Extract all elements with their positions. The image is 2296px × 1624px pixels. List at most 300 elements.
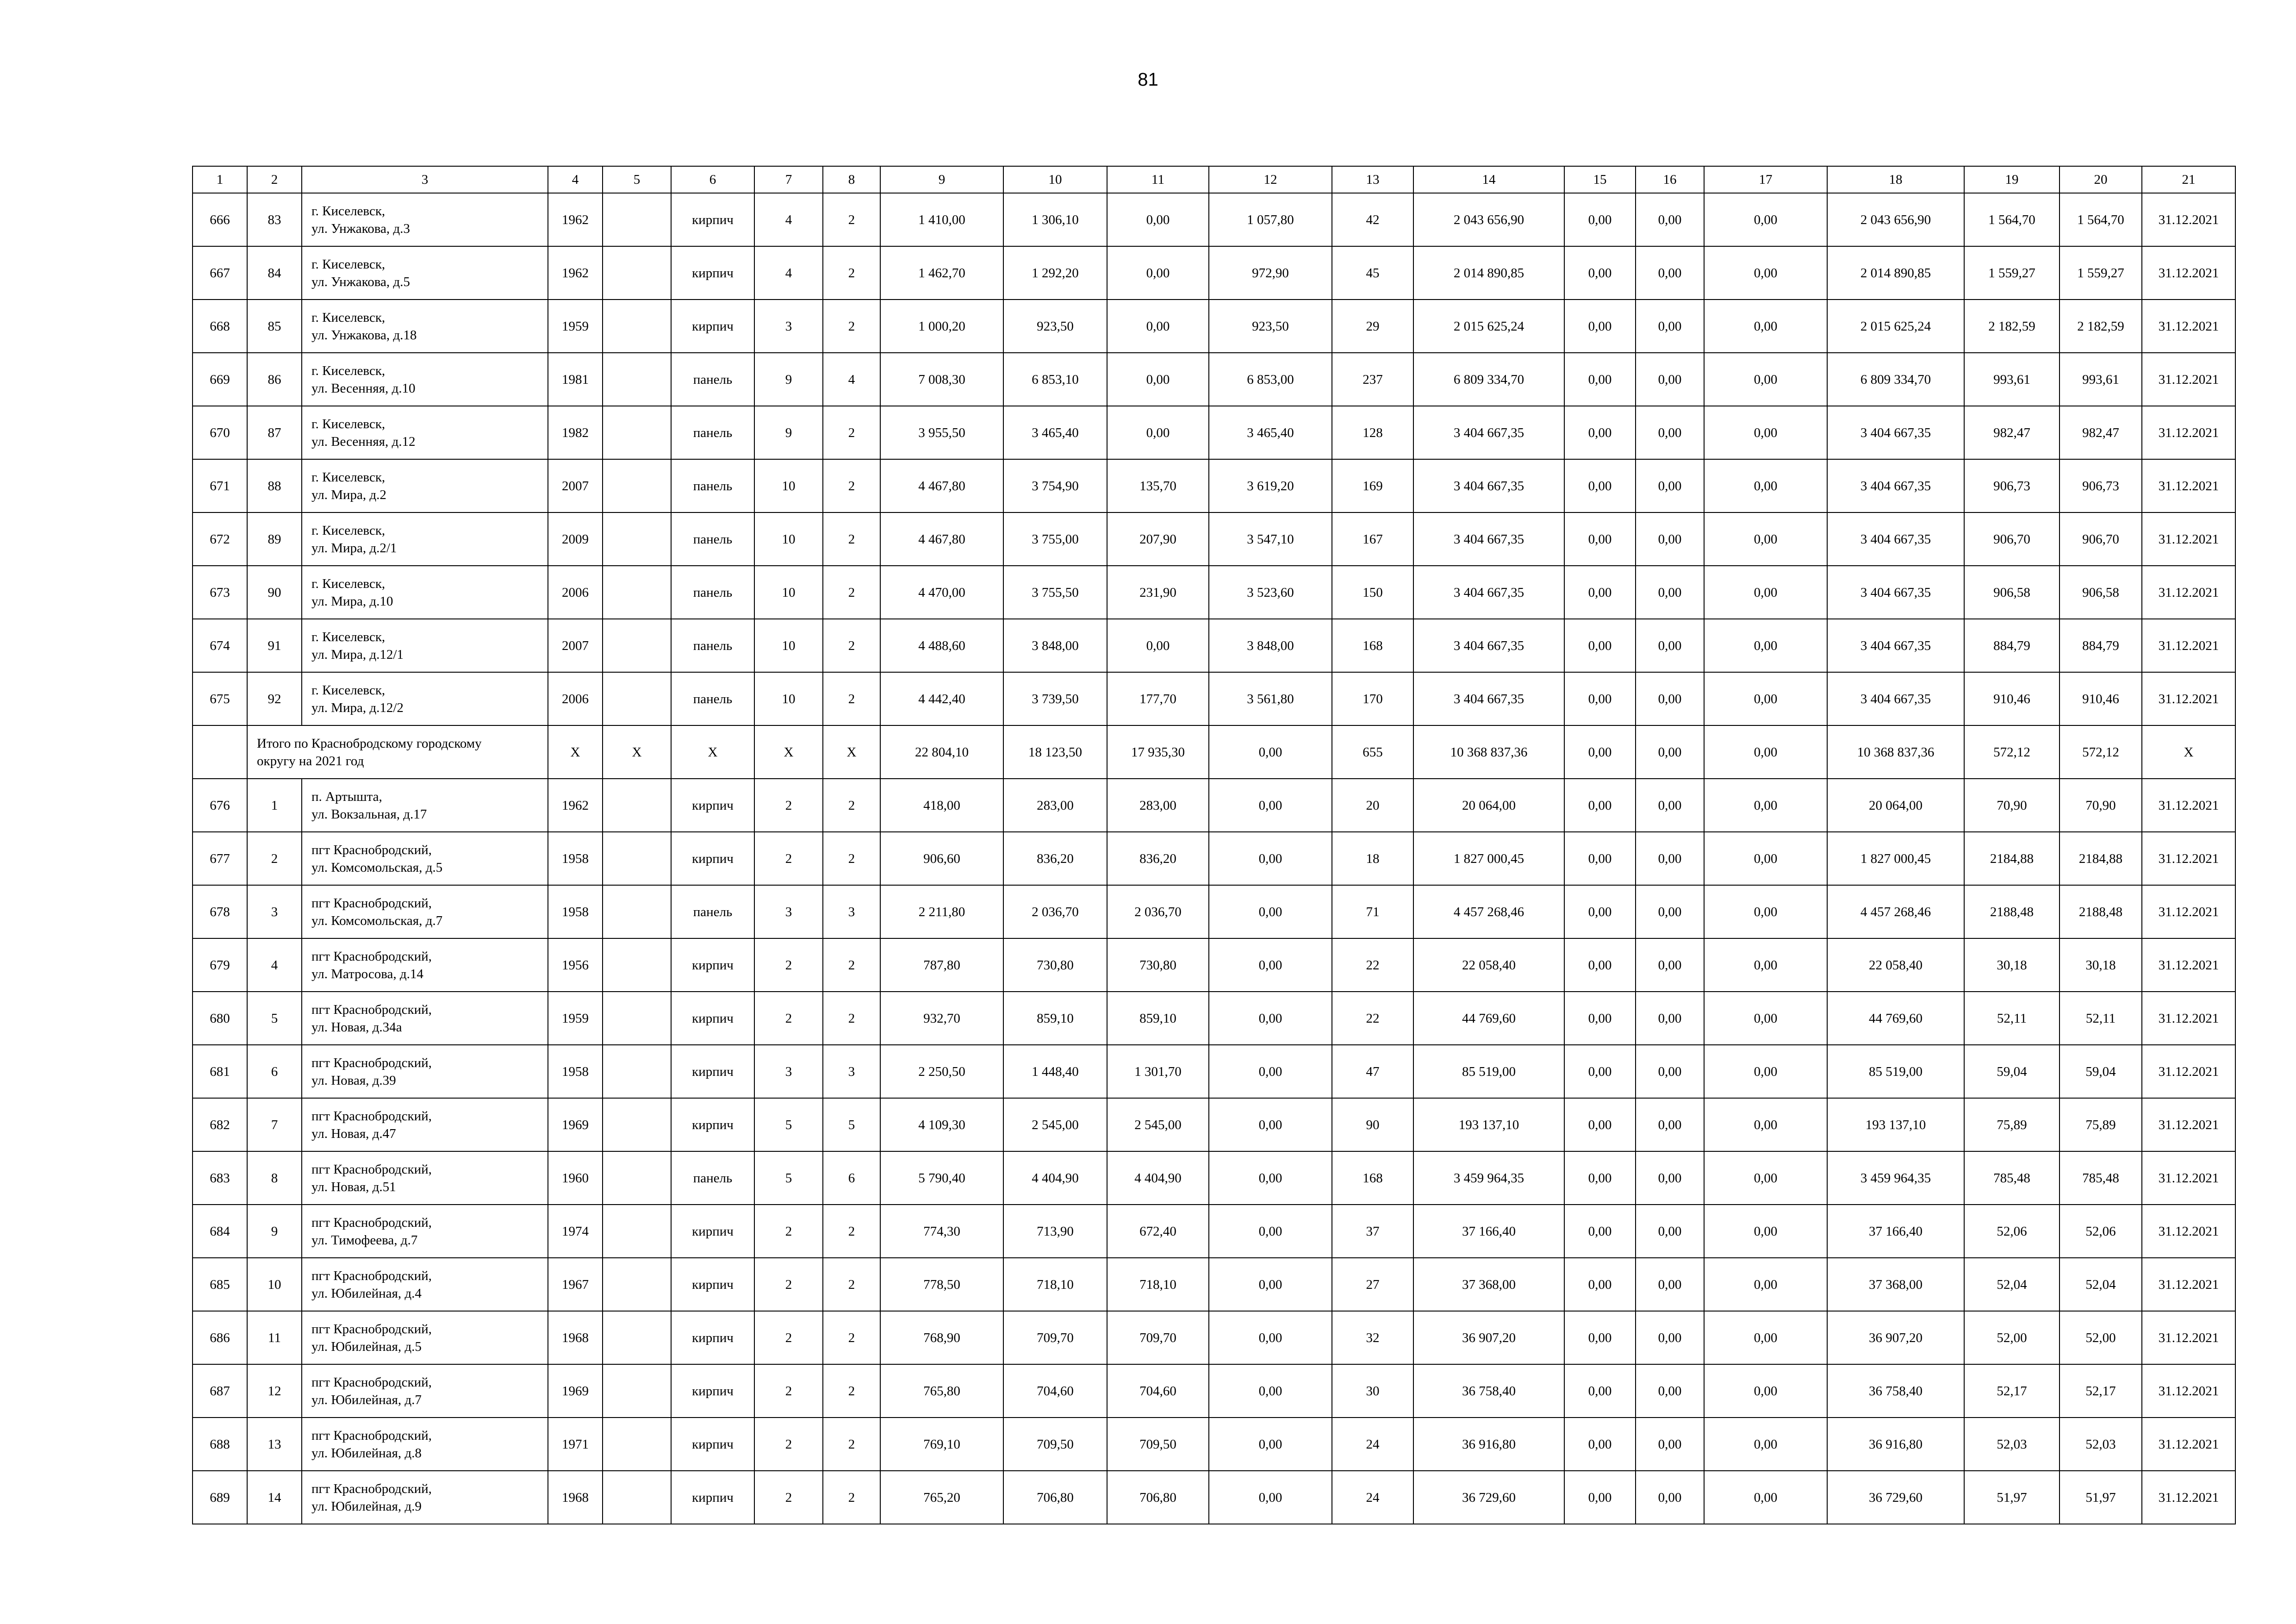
- value-cell: 90: [1332, 1098, 1413, 1151]
- address-locality: пгт Краснобродский,: [311, 1055, 432, 1070]
- value-cell: 0,00: [1636, 1418, 1704, 1471]
- value-cell: 45: [1332, 246, 1413, 300]
- address-cell: [302, 300, 548, 353]
- row-number-cell: 680: [193, 992, 247, 1045]
- address-street: ул. Новая, д.51: [311, 1179, 396, 1194]
- total-value-cell: X: [823, 725, 880, 779]
- value-cell: 2 015 625,24: [1827, 300, 1964, 353]
- total-value-cell: 10 368 837,36: [1413, 725, 1564, 779]
- value-cell: 0,00: [1704, 512, 1827, 566]
- value-cell: 1958: [548, 832, 603, 885]
- value-cell: 3 848,00: [1209, 619, 1332, 672]
- value-cell: [603, 566, 671, 619]
- column-number: 4: [548, 166, 603, 193]
- table-row: [193, 1098, 2235, 1151]
- value-cell: [603, 1045, 671, 1098]
- total-value-cell: X: [754, 725, 823, 779]
- value-cell: 3 465,40: [1003, 406, 1107, 459]
- value-cell: 75,89: [2060, 1098, 2142, 1151]
- value-cell: 0,00: [1636, 992, 1704, 1045]
- value-cell: 2: [823, 1205, 880, 1258]
- row-number-cell: 683: [193, 1151, 247, 1205]
- value-cell: 0,00: [1107, 193, 1209, 246]
- value-cell: кирпич: [671, 779, 754, 832]
- table-row: [193, 1364, 2235, 1418]
- value-cell: 3 404 667,35: [1413, 459, 1564, 512]
- value-cell: 10: [754, 672, 823, 725]
- value-cell: 836,20: [1107, 832, 1209, 885]
- value-cell: 2: [823, 512, 880, 566]
- value-cell: 6 809 334,70: [1413, 353, 1564, 406]
- value-cell: 0,00: [1564, 1098, 1636, 1151]
- value-cell: 170: [1332, 672, 1413, 725]
- value-cell: 0,00: [1636, 672, 1704, 725]
- address-locality: г. Киселевск,: [311, 576, 386, 591]
- value-cell: 906,73: [2060, 459, 2142, 512]
- local-number-cell: 13: [247, 1418, 302, 1471]
- value-cell: 1962: [548, 246, 603, 300]
- value-cell: 0,00: [1564, 1258, 1636, 1311]
- value-cell: 2: [754, 1311, 823, 1364]
- column-number: 21: [2142, 166, 2235, 193]
- value-cell: 3: [754, 885, 823, 938]
- value-cell: 1958: [548, 885, 603, 938]
- value-cell: 5: [754, 1098, 823, 1151]
- value-cell: 1956: [548, 938, 603, 992]
- total-row: [193, 725, 2235, 779]
- value-cell: 0,00: [1107, 406, 1209, 459]
- value-cell: 3 523,60: [1209, 566, 1332, 619]
- value-cell: кирпич: [671, 992, 754, 1045]
- table-row: [193, 619, 2235, 672]
- address-cell: [302, 1098, 548, 1151]
- value-cell: 47: [1332, 1045, 1413, 1098]
- value-cell: 1 827 000,45: [1827, 832, 1964, 885]
- table-row: [193, 353, 2235, 406]
- value-cell: 906,70: [2060, 512, 2142, 566]
- value-cell: 0,00: [1107, 619, 1209, 672]
- address-street: ул. Юбилейная, д.7: [311, 1392, 422, 1407]
- address-cell: [302, 885, 548, 938]
- row-number-cell: 669: [193, 353, 247, 406]
- row-number-cell: 682: [193, 1098, 247, 1151]
- value-cell: 0,00: [1636, 459, 1704, 512]
- value-cell: 0,00: [1704, 1471, 1827, 1524]
- address-street: ул. Мира, д.2: [311, 487, 386, 502]
- value-cell: кирпич: [671, 1364, 754, 1418]
- value-cell: 0,00: [1564, 566, 1636, 619]
- value-cell: 52,00: [2060, 1311, 2142, 1364]
- column-number: 7: [754, 166, 823, 193]
- value-cell: 706,80: [1107, 1471, 1209, 1524]
- value-cell: 0,00: [1704, 1151, 1827, 1205]
- row-number-cell: 678: [193, 885, 247, 938]
- value-cell: 3: [823, 885, 880, 938]
- value-cell: 31.12.2021: [2142, 300, 2235, 353]
- value-cell: 1 292,20: [1003, 246, 1107, 300]
- value-cell: 906,70: [1964, 512, 2060, 566]
- value-cell: 22 058,40: [1413, 938, 1564, 992]
- local-number-cell: 85: [247, 300, 302, 353]
- value-cell: 1 301,70: [1107, 1045, 1209, 1098]
- address-cell: [302, 246, 548, 300]
- value-cell: 3 755,50: [1003, 566, 1107, 619]
- column-number: 11: [1107, 166, 1209, 193]
- value-cell: 2 182,59: [1964, 300, 2060, 353]
- table-row: [193, 672, 2235, 725]
- value-cell: 2184,88: [1964, 832, 2060, 885]
- value-cell: 1 564,70: [2060, 193, 2142, 246]
- value-cell: 2 036,70: [1107, 885, 1209, 938]
- address-cell: [302, 1205, 548, 1258]
- value-cell: 2: [754, 1471, 823, 1524]
- value-cell: 6 853,00: [1209, 353, 1332, 406]
- value-cell: 169: [1332, 459, 1413, 512]
- value-cell: 31.12.2021: [2142, 779, 2235, 832]
- value-cell: 993,61: [2060, 353, 2142, 406]
- address-locality: пгт Краснобродский,: [311, 1268, 432, 1283]
- value-cell: 31.12.2021: [2142, 619, 2235, 672]
- address-locality: пгт Краснобродский,: [311, 1162, 432, 1177]
- value-cell: 0,00: [1107, 246, 1209, 300]
- value-cell: 31.12.2021: [2142, 672, 2235, 725]
- value-cell: 31.12.2021: [2142, 1311, 2235, 1364]
- value-cell: 2: [823, 619, 880, 672]
- value-cell: 52,06: [2060, 1205, 2142, 1258]
- value-cell: 2 043 656,90: [1827, 193, 1964, 246]
- table-row: [193, 779, 2235, 832]
- value-cell: 177,70: [1107, 672, 1209, 725]
- value-cell: 0,00: [1107, 300, 1209, 353]
- value-cell: 3 404 667,35: [1413, 672, 1564, 725]
- value-cell: 2 250,50: [880, 1045, 1003, 1098]
- value-cell: 37 368,00: [1827, 1258, 1964, 1311]
- value-cell: кирпич: [671, 1471, 754, 1524]
- table-row: [193, 1471, 2235, 1524]
- value-cell: 193 137,10: [1413, 1098, 1564, 1151]
- value-cell: [603, 992, 671, 1045]
- total-value-cell: 18 123,50: [1003, 725, 1107, 779]
- row-number-cell: 668: [193, 300, 247, 353]
- value-cell: 706,80: [1003, 1471, 1107, 1524]
- value-cell: 2: [823, 779, 880, 832]
- table-row: [193, 300, 2235, 353]
- value-cell: панель: [671, 406, 754, 459]
- total-value-cell: 572,12: [2060, 725, 2142, 779]
- value-cell: 3 404 667,35: [1827, 459, 1964, 512]
- value-cell: 3 547,10: [1209, 512, 1332, 566]
- total-value-cell: 17 935,30: [1107, 725, 1209, 779]
- value-cell: 910,46: [1964, 672, 2060, 725]
- value-cell: кирпич: [671, 1311, 754, 1364]
- value-cell: 2: [823, 832, 880, 885]
- value-cell: 0,00: [1704, 992, 1827, 1045]
- value-cell: 52,03: [2060, 1418, 2142, 1471]
- value-cell: [603, 938, 671, 992]
- address-locality: пгт Краснобродский,: [311, 842, 432, 857]
- value-cell: 1 462,70: [880, 246, 1003, 300]
- value-cell: 3 404 667,35: [1413, 512, 1564, 566]
- local-number-cell: 8: [247, 1151, 302, 1205]
- value-cell: кирпич: [671, 832, 754, 885]
- address-street: ул. Весенняя, д.12: [311, 434, 416, 449]
- address-street: ул. Унжакова, д.5: [311, 274, 410, 289]
- value-cell: 906,58: [1964, 566, 2060, 619]
- value-cell: [603, 406, 671, 459]
- value-cell: [603, 1471, 671, 1524]
- address-street: ул. Комсомольская, д.5: [311, 860, 443, 875]
- value-cell: 2184,88: [2060, 832, 2142, 885]
- value-cell: 52,03: [1964, 1418, 2060, 1471]
- total-value-cell: X: [603, 725, 671, 779]
- value-cell: 709,50: [1107, 1418, 1209, 1471]
- column-number: 14: [1413, 166, 1564, 193]
- value-cell: 982,47: [1964, 406, 2060, 459]
- value-cell: 52,04: [2060, 1258, 2142, 1311]
- value-cell: [603, 1418, 671, 1471]
- total-value-cell: 655: [1332, 725, 1413, 779]
- value-cell: 0,00: [1209, 1151, 1332, 1205]
- value-cell: 1968: [548, 1471, 603, 1524]
- value-cell: 1959: [548, 300, 603, 353]
- value-cell: 4 457 268,46: [1413, 885, 1564, 938]
- local-number-cell: 83: [247, 193, 302, 246]
- value-cell: 0,00: [1636, 1045, 1704, 1098]
- table-row: [193, 1418, 2235, 1471]
- value-cell: 0,00: [1564, 1045, 1636, 1098]
- value-cell: 59,04: [2060, 1045, 2142, 1098]
- value-cell: 150: [1332, 566, 1413, 619]
- value-cell: 709,70: [1107, 1311, 1209, 1364]
- value-cell: 0,00: [1636, 1205, 1704, 1258]
- address-locality: п. Артышта,: [311, 789, 382, 804]
- value-cell: 0,00: [1704, 246, 1827, 300]
- total-label-line: Итого по Краснобродскому городскому: [257, 736, 482, 751]
- local-number-cell: 84: [247, 246, 302, 300]
- value-cell: 36 916,80: [1827, 1418, 1964, 1471]
- value-cell: 923,50: [1003, 300, 1107, 353]
- value-cell: 0,00: [1636, 193, 1704, 246]
- value-cell: панель: [671, 1151, 754, 1205]
- value-cell: 2: [823, 938, 880, 992]
- row-number-cell: 672: [193, 512, 247, 566]
- value-cell: 36 729,60: [1413, 1471, 1564, 1524]
- value-cell: 22: [1332, 938, 1413, 992]
- value-cell: 9: [754, 353, 823, 406]
- value-cell: 1968: [548, 1311, 603, 1364]
- column-number-row: [193, 166, 2235, 193]
- value-cell: 2007: [548, 459, 603, 512]
- table-row: [193, 832, 2235, 885]
- value-cell: 836,20: [1003, 832, 1107, 885]
- value-cell: 2 015 625,24: [1413, 300, 1564, 353]
- value-cell: 2: [823, 1311, 880, 1364]
- value-cell: 59,04: [1964, 1045, 2060, 1098]
- value-cell: кирпич: [671, 1045, 754, 1098]
- value-cell: 4 488,60: [880, 619, 1003, 672]
- column-number: 16: [1636, 166, 1704, 193]
- value-cell: 704,60: [1107, 1364, 1209, 1418]
- value-cell: 31.12.2021: [2142, 1364, 2235, 1418]
- table-row: [193, 512, 2235, 566]
- column-number: 20: [2060, 166, 2142, 193]
- value-cell: 3 404 667,35: [1413, 406, 1564, 459]
- value-cell: 31.12.2021: [2142, 459, 2235, 512]
- value-cell: 3 404 667,35: [1827, 672, 1964, 725]
- value-cell: [603, 512, 671, 566]
- value-cell: 20: [1332, 779, 1413, 832]
- local-number-cell: 90: [247, 566, 302, 619]
- value-cell: 3 848,00: [1003, 619, 1107, 672]
- page-number: 81: [1138, 69, 1158, 90]
- value-cell: 4 467,80: [880, 512, 1003, 566]
- value-cell: 1 564,70: [1964, 193, 2060, 246]
- address-cell: [302, 1418, 548, 1471]
- value-cell: кирпич: [671, 193, 754, 246]
- value-cell: 30,18: [2060, 938, 2142, 992]
- value-cell: 0,00: [1704, 300, 1827, 353]
- value-cell: 36 758,40: [1413, 1364, 1564, 1418]
- value-cell: 1982: [548, 406, 603, 459]
- value-cell: [603, 832, 671, 885]
- value-cell: 0,00: [1209, 885, 1332, 938]
- total-value-cell: 0,00: [1209, 725, 1332, 779]
- column-number: 17: [1704, 166, 1827, 193]
- value-cell: 30,18: [1964, 938, 2060, 992]
- table-row: [193, 1311, 2235, 1364]
- value-cell: панель: [671, 459, 754, 512]
- address-cell: [302, 566, 548, 619]
- value-cell: 1974: [548, 1205, 603, 1258]
- value-cell: 31.12.2021: [2142, 406, 2235, 459]
- value-cell: 3 404 667,35: [1413, 566, 1564, 619]
- local-number-cell: 5: [247, 992, 302, 1045]
- column-number: 13: [1332, 166, 1413, 193]
- value-cell: 193 137,10: [1827, 1098, 1964, 1151]
- value-cell: 31.12.2021: [2142, 1045, 2235, 1098]
- value-cell: 10: [754, 619, 823, 672]
- column-number: 5: [603, 166, 671, 193]
- address-locality: г. Киселевск,: [311, 256, 386, 272]
- value-cell: 0,00: [1564, 406, 1636, 459]
- value-cell: 2: [823, 246, 880, 300]
- address-locality: пгт Краснобродский,: [311, 1374, 432, 1390]
- value-cell: 2: [823, 1364, 880, 1418]
- local-number-cell: 3: [247, 885, 302, 938]
- value-cell: 37: [1332, 1205, 1413, 1258]
- table-row: [193, 406, 2235, 459]
- value-cell: 2: [823, 1471, 880, 1524]
- address-locality: пгт Краснобродский,: [311, 895, 432, 911]
- value-cell: 0,00: [1636, 885, 1704, 938]
- address-street: ул. Юбилейная, д.5: [311, 1339, 422, 1354]
- row-number-cell: 673: [193, 566, 247, 619]
- value-cell: 0,00: [1704, 832, 1827, 885]
- value-cell: 769,10: [880, 1418, 1003, 1471]
- value-cell: 2: [823, 1418, 880, 1471]
- value-cell: 0,00: [1704, 566, 1827, 619]
- value-cell: 3: [754, 1045, 823, 1098]
- value-cell: 7 008,30: [880, 353, 1003, 406]
- value-cell: 0,00: [1564, 512, 1636, 566]
- value-cell: 52,06: [1964, 1205, 2060, 1258]
- table-row: [193, 1205, 2235, 1258]
- value-cell: панель: [671, 672, 754, 725]
- total-value-cell: 10 368 837,36: [1827, 725, 1964, 779]
- total-value-cell: 0,00: [1564, 725, 1636, 779]
- local-number-cell: 11: [247, 1311, 302, 1364]
- value-cell: 0,00: [1209, 1364, 1332, 1418]
- value-cell: 730,80: [1003, 938, 1107, 992]
- value-cell: 0,00: [1209, 1045, 1332, 1098]
- value-cell: 31.12.2021: [2142, 1151, 2235, 1205]
- address-locality: г. Киселевск,: [311, 682, 386, 698]
- value-cell: 2009: [548, 512, 603, 566]
- value-cell: 2: [754, 832, 823, 885]
- address-cell: [302, 779, 548, 832]
- local-number-cell: 2: [247, 832, 302, 885]
- value-cell: 5: [754, 1151, 823, 1205]
- value-cell: 0,00: [1564, 672, 1636, 725]
- value-cell: кирпич: [671, 1418, 754, 1471]
- value-cell: 52,11: [1964, 992, 2060, 1045]
- local-number-cell: 86: [247, 353, 302, 406]
- value-cell: 52,00: [1964, 1311, 2060, 1364]
- value-cell: 31.12.2021: [2142, 353, 2235, 406]
- value-cell: 0,00: [1564, 992, 1636, 1045]
- value-cell: 31.12.2021: [2142, 512, 2235, 566]
- value-cell: [603, 885, 671, 938]
- value-cell: 1958: [548, 1045, 603, 1098]
- value-cell: 0,00: [1564, 1151, 1636, 1205]
- value-cell: 713,90: [1003, 1205, 1107, 1258]
- empty-cell: [193, 725, 247, 779]
- address-cell: [302, 672, 548, 725]
- address-street: ул. Унжакова, д.18: [311, 327, 417, 343]
- value-cell: 6 809 334,70: [1827, 353, 1964, 406]
- value-cell: 0,00: [1209, 1418, 1332, 1471]
- value-cell: 2: [823, 406, 880, 459]
- table-row: [193, 566, 2235, 619]
- value-cell: 18: [1332, 832, 1413, 885]
- value-cell: 31.12.2021: [2142, 1258, 2235, 1311]
- value-cell: 2: [823, 193, 880, 246]
- value-cell: 0,00: [1209, 832, 1332, 885]
- value-cell: 2: [754, 1418, 823, 1471]
- value-cell: [603, 1098, 671, 1151]
- value-cell: 22 058,40: [1827, 938, 1964, 992]
- total-label: [247, 725, 548, 779]
- value-cell: 2: [754, 1364, 823, 1418]
- address-street: ул. Мира, д.12/2: [311, 700, 404, 715]
- row-number-cell: 681: [193, 1045, 247, 1098]
- value-cell: 718,10: [1107, 1258, 1209, 1311]
- value-cell: 37 368,00: [1413, 1258, 1564, 1311]
- address-street: ул. Юбилейная, д.4: [311, 1286, 422, 1301]
- value-cell: 44 769,60: [1413, 992, 1564, 1045]
- table-row: [193, 885, 2235, 938]
- value-cell: 0,00: [1564, 1205, 1636, 1258]
- value-cell: 2: [823, 459, 880, 512]
- total-value-cell: X: [548, 725, 603, 779]
- table-row: [193, 1258, 2235, 1311]
- value-cell: 1960: [548, 1151, 603, 1205]
- total-value-cell: 0,00: [1636, 725, 1704, 779]
- value-cell: 2 043 656,90: [1413, 193, 1564, 246]
- row-number-cell: 671: [193, 459, 247, 512]
- value-cell: 85 519,00: [1827, 1045, 1964, 1098]
- address-cell: [302, 353, 548, 406]
